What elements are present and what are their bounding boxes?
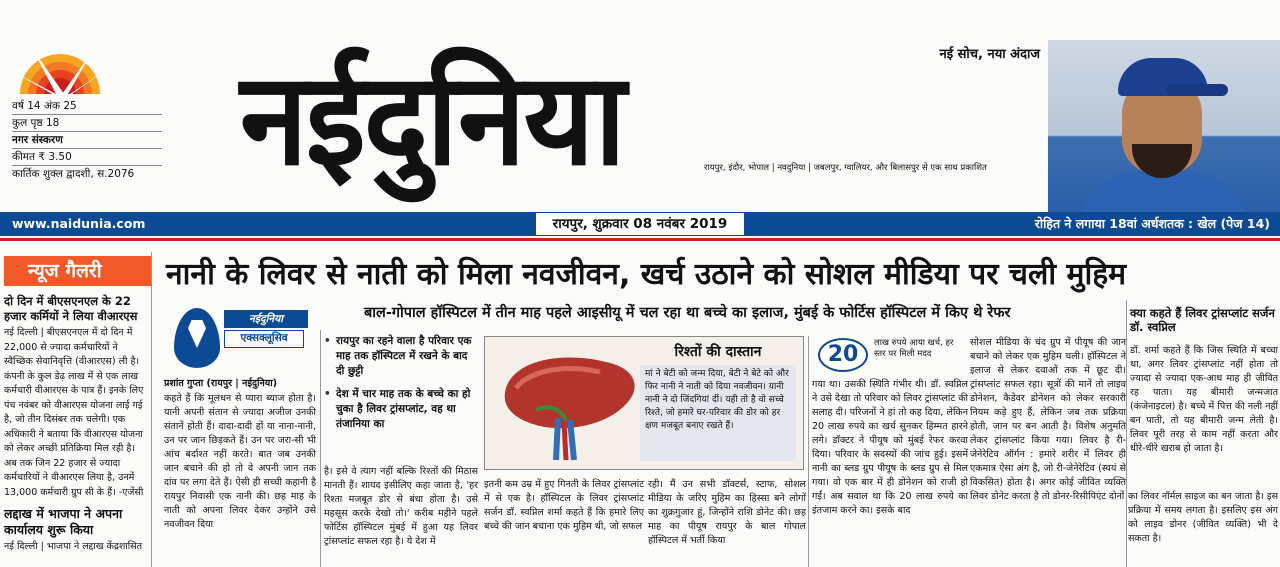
- pen-nib-icon: [174, 308, 220, 368]
- article-column-3: इतनी कम उम्र में हुए गिनती के लिवर ट्रांसप्लांट में से एक है। हॉस्पिटल के लिवर ट्रांसप्लांट सर्जन डॉ. स्वप्निल शर्मा कहते हैं कि हमारे लिए बच्चे की जान बचाना एक मुहिम थी, जो सफल: [484, 479, 644, 532]
- edition-price: कीमत ₹ 3.50: [12, 149, 162, 166]
- exclusive-logo: नईदुनिया: [224, 310, 308, 328]
- bsnl-body: नई दिल्ली | बीएसएनएल में दो दिन में 22,000 से ज्यादा कर्मचारियों ने स्वैच्छिक सेवानिवृत्ति (वीआरएस) ली है। कंपनी के कुल डेढ़ लाख में से एक लाख कर्मचारी वीआरएस के पात्र हैं। इनके लिए पंच नवंबर को वीआरएस योजना लाई गई है, जो तीन दिसंबर तक चलेगी। एक अधिकारी ने बताया कि वीआरएस योजना को लेकर अच्छी प्रतिक्रिया मिल रही है। अब तक जिन 22 हजार से ज्यादा कर्मचारियों ने वीआरएस लिया है, उनमें 13,000 कर्मचारी ग्रुप सी के हैं। -एजेंसी: [4, 327, 144, 498]
- edition-volume: वर्ष 14 अंक 25: [12, 98, 162, 115]
- photo-shirt: [1078, 172, 1248, 213]
- main-headline: नानी के लिवर से नाती को मिला नवजीवन, खर्च उठाने को सोशल मीडिया पर चली मुहिम: [166, 257, 1127, 292]
- edition-pages: कुल पृष्ठ 18: [12, 115, 162, 132]
- divider-line: [0, 238, 1280, 241]
- article-column-4: रही। मैं उन सभी डॉक्टर्स, स्टाफ, सोशल मीडिया के जरिए मुहिम का हिस्सा बने लोगों का शुक्रगुजार हूं, जिन्होंने राशि डोनेट की। छह माह का पीयूष रायपुर के बाल गोपाल हॉस्पिटल में भर्ती किया: [648, 479, 806, 546]
- story-box-title: रिश्तों की दास्तान: [674, 344, 762, 360]
- news-gallery-sidebar: [0, 252, 152, 567]
- sports-promo: रोहित ने लगाया 18वां अर्धशतक : खेल (पेज 14): [1034, 216, 1270, 231]
- edition-info: [12, 98, 162, 182]
- article-column-1: कहते हैं कि मूलधन से प्यारा ब्याज होता है। यानी अपनी संतान से ज्यादा अजीज उनकी संतानें होती हैं। दादा-दादी हों या नाना-नानी, उन पर जान छिड़कते हैं। उन पर जरा-सी भी आंच बर्दाश्त नहीं करते। बात जब उनकी जान बचाने की हो तो वे अपनी जान तक दांव पर लगा देते हैं। ऐसी ही सच्ची कहानी है रायपुर निवासी एक नानी की। छह माह के नाती को अपना लिवर देकर उन्होंने उसे नवजीवन दिया: [164, 393, 316, 530]
- photo-cap-brim: [1166, 84, 1228, 96]
- story-box: [640, 342, 796, 462]
- ladakh-headline: लद्दाख में भाजपा ने अपना कार्यालय शुरू किया: [4, 506, 123, 537]
- byline: प्रशांत गुप्ता (रायपुर | नईदुनिया): [164, 378, 278, 389]
- story-box-text: मां ने बेटी को जन्म दिया, बेटी ने बेटे को और फिर नानी ने नाती को दिया नवजीवन। यानी नानी ने दो जिंदगियां दीं। यही तो है वो सच्चे रिश्ते, जो हमारे घर-परिवार की डोर को हर क्षण मजबूत बनाए रखते हैं।: [640, 365, 796, 461]
- cricketer-photo: [1048, 40, 1280, 213]
- liver-icon: [496, 348, 646, 464]
- article-column-2: है। इसे वे त्याग नहीं बल्कि रिश्तों की मिठास मानती हैं। शायद इसीलिए कहा जाता है, 'हर रिश्ता मजबूत डोर से बंधा होता है। उसे महसूस करके देखो तो।' करीब महीने पहले फोर्टिस हॉस्पिटल मुंबई में हुआ यह लिवर ट्रांसप्लांट सफल रहा है। ये देश में: [324, 466, 478, 547]
- exclusive-badge: [162, 304, 312, 374]
- sub-headline: बाल-गोपाल हॉस्पिटल में तीन माह पहले आइसीयू में चल रहा था बच्चे का इलाज, मुंबई के फोर्टिस हॉस्पिटल में किए थे रेफर: [364, 305, 1011, 321]
- surgeon-quote-title: क्या कहते हैं लिवर ट्रांसप्लांट सर्जन डॉ. स्वप्निल: [1130, 306, 1275, 334]
- dateline: रायपुर, शुक्रवार 08 नवंबर 2019: [536, 213, 744, 235]
- ladakh-body: नई दिल्ली | भाजपा ने लद्दाख केंद्रशासित: [4, 541, 143, 552]
- date-bar: [0, 212, 1280, 236]
- highlight-bullets: [324, 334, 478, 440]
- edition-cities: रायपुर, इंदौर, भोपाल | नवदुनिया | जबलपुर, ग्वालियर, और बिलासपुर से एक साथ प्रकाशित: [704, 163, 987, 173]
- cost-stat-number: 20: [818, 338, 868, 372]
- edition-hindu-date: कार्तिक शुक्ल द्वादशी, स.2076: [12, 168, 135, 180]
- bsnl-headline: दो दिन में बीएसएनएल के 22 हजार कर्मियों ने लिया वीआरएस: [4, 294, 138, 323]
- column-divider: [1126, 300, 1127, 567]
- article-column-7: डॉ. शर्मा कहते हैं कि जिस स्थिति में बच्चा था, अगर लिवर ट्रांसप्लांट नहीं होता तो ज्यादा से ज्यादा एक-आध माह ही जीवित रह पाता। यह बीमारी जन्मजात (कंजेनाइटल) है। बच्चे में पित्त की नली नहीं बन पाती, तो यह बीमारी जन्म लेती है। लिवर पूरी तरह से काम नहीं करता और धीरे-धीरे खराब हो जाता है।: [1130, 345, 1278, 454]
- highlight-bullet: • देश में चार माह तक के बच्चे का हो चुका है लिवर ट्रांसप्लांट, वह था तंजानिया का: [324, 387, 478, 432]
- cost-stat: [814, 338, 966, 374]
- tagline: नई सोच, नया अंदाज: [939, 47, 1040, 62]
- article-column-8: का लिवर नॉर्मल साइज का बन जाता है। इस प्रक्रिया में समय लगता है। इसलिए इस अंग को लाइव डोनर (जीवित व्यक्ति) भी दे सकता है।: [1128, 491, 1278, 544]
- cost-stat-text: लाख रुपये आया खर्च, हर स्तर पर मिली मदद: [874, 338, 954, 359]
- article-column-6: सोशल मीडिया के चंद ग्रुप में पीयूष की जान बचाने को लेकर एक मुहिम चली। हॉस्पिटल ने इलाज से लेकर दवाओं तक में छूट दी। ट्रांसप्लांट सफल रहा। सूत्रों की मानें तो लाइव डोनेशन, कैडेवर डोनेशन को लेकर सरकारी नियम कड़े हुए हैं, लेकिन जब तक प्रक्रिया होती, जान पर बन आती है। विशेष अनुमति लेकर ट्रांसप्लांट किया गया। लिवर है री-जेनेरेटिव ऑर्गन : हमारे शरीर में लिवर ही एकमात्र ऐसा अंग है, जो री-जेनेरेटिव (स्वयं से विकसित) होता है। अगर कोई जीवित व्यक्ति लिवर डोनेट करता है तो डोनर-रिसीपिएंट दोनों: [970, 337, 1126, 502]
- column-divider: [808, 336, 809, 567]
- article-column-5: गया था। उसकी स्थिति गंभीर थी। डॉ. स्वप्निल ने उसे देखा तो परिवार को लिवर ट्रांसप्लांट की सलाह दी। परिजनों ने हां तो कह दिया, लेकिन 20 लाख रुपये का खर्च सुनकर हिम्मत हारने लगे। डॉक्टर ने पीयूष को मुंबई रेफर करवा दिया। परिवार के सदस्यों की जांच हुई। इसमें नानी का ब्लड ग्रुप पीयूष के ब्लड ग्रुप से मिल गया। वो एक बार में ही डोनेशन को राजी हो गईं। अब सवाल था कि 20 लाख रुपये का इंतजाम करने का। इसके बाद: [812, 379, 968, 516]
- column-divider: [320, 330, 321, 567]
- exclusive-tag: एक्सक्लूसिव: [224, 330, 304, 348]
- highlight-bullet: • रायपुर का रहने वाला है परिवार एक माह तक हॉस्पिटल में रखने के बाद दी छुट्टी: [324, 334, 478, 379]
- news-gallery-title: न्यूज गैलरी: [4, 256, 152, 286]
- website-link[interactable]: www.naidunia.com: [12, 216, 146, 231]
- sunburst-logo-icon: [12, 44, 108, 94]
- newspaper-logo: नईदुनिया: [240, 42, 625, 194]
- edition-type: नगर संस्करण: [12, 132, 162, 149]
